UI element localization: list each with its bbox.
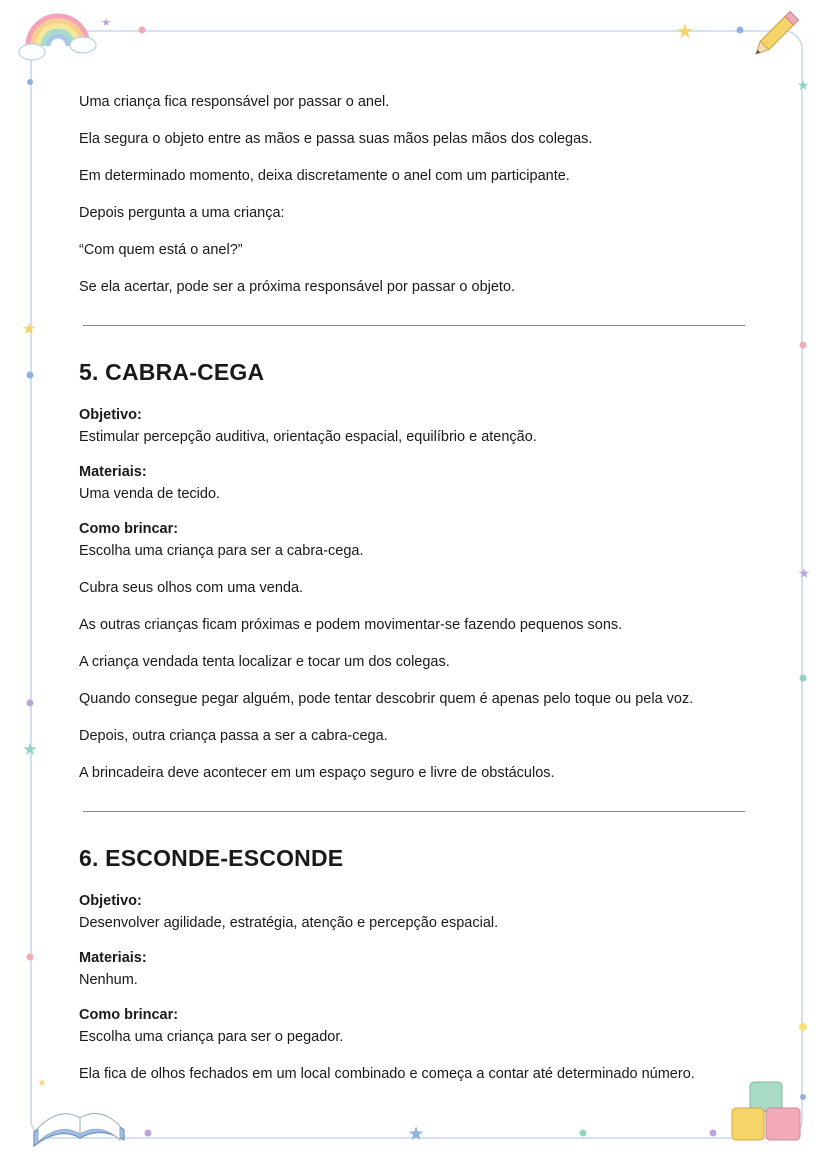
how-to-play-label: Como brincar: xyxy=(79,1007,179,1023)
section-divider xyxy=(83,811,745,812)
instruction-line: Cubra seus olhos com uma venda. xyxy=(79,580,304,596)
instruction-line: Depois, outra criança passa a ser a cabra-cega. xyxy=(79,728,388,744)
materials-label: Materiais: xyxy=(79,464,147,480)
how-to-play-label: Como brincar: xyxy=(79,521,179,537)
svg-text:★: ★ xyxy=(676,19,694,43)
objective-text: Estimular percepção auditiva, orientação espacial, equilíbrio e atenção. xyxy=(79,429,537,445)
svg-text:★: ★ xyxy=(407,1123,425,1145)
materials-text: Nenhum. xyxy=(79,972,138,988)
svg-text:★: ★ xyxy=(797,566,811,582)
open-book-icon xyxy=(34,1114,124,1147)
instruction-line: A criança vendada tenta localizar e tocar um dos colegas. xyxy=(79,654,450,670)
svg-text:★: ★ xyxy=(796,78,810,94)
paragraph: Se ela acertar, pode ser a próxima responsável por passar o objeto. xyxy=(79,279,516,295)
instruction-line: A brincadeira deve acontecer em um espaço seguro e livre de obstáculos. xyxy=(79,765,555,781)
paragraph: Uma criança fica responsável por passar o anel. xyxy=(79,94,390,110)
objective-label: Objetivo: xyxy=(79,407,142,423)
section-heading: 5. CABRA-CEGA xyxy=(79,359,265,385)
svg-text:★: ★ xyxy=(37,1078,47,1089)
svg-text:★: ★ xyxy=(101,16,111,29)
materials-text: Uma venda de tecido. xyxy=(79,486,221,502)
paragraph: Ela segura o objeto entre as mãos e passa suas mãos pelas mãos dos colegas. xyxy=(79,131,593,147)
rainbow-icon xyxy=(19,16,96,60)
paragraph: Em determinado momento, deixa discretamente o anel com um participante. xyxy=(79,168,570,184)
materials-label: Materiais: xyxy=(79,950,147,966)
instruction-line: Escolha uma criança para ser a cabra-cega. xyxy=(79,543,364,559)
section-heading: 6. ESCONDE-ESCONDE xyxy=(79,845,344,871)
instruction-line: Ela fica de olhos fechados em um local combinado e começa a contar até determinado número. xyxy=(79,1066,695,1082)
svg-text:★: ★ xyxy=(21,319,37,338)
paragraph: Depois pergunta a uma criança: xyxy=(79,205,285,221)
objective-text: Desenvolver agilidade, estratégia, atenção e percepção espacial. xyxy=(79,915,499,931)
svg-text:★: ★ xyxy=(22,740,38,760)
instruction-line: Quando consegue pegar alguém, pode tentar descobrir quem é apenas pelo toque ou pela voz. xyxy=(79,691,694,707)
toy-blocks-icon xyxy=(732,1082,800,1140)
section-divider xyxy=(83,325,745,326)
instruction-line: As outras crianças ficam próximas e podem movimentar-se fazendo pequenos sons. xyxy=(79,617,623,633)
pencil-icon xyxy=(752,12,799,59)
instruction-line: Escolha uma criança para ser o pegador. xyxy=(79,1029,344,1045)
objective-label: Objetivo: xyxy=(79,893,142,909)
paragraph: “Com quem está o anel?” xyxy=(79,242,243,258)
